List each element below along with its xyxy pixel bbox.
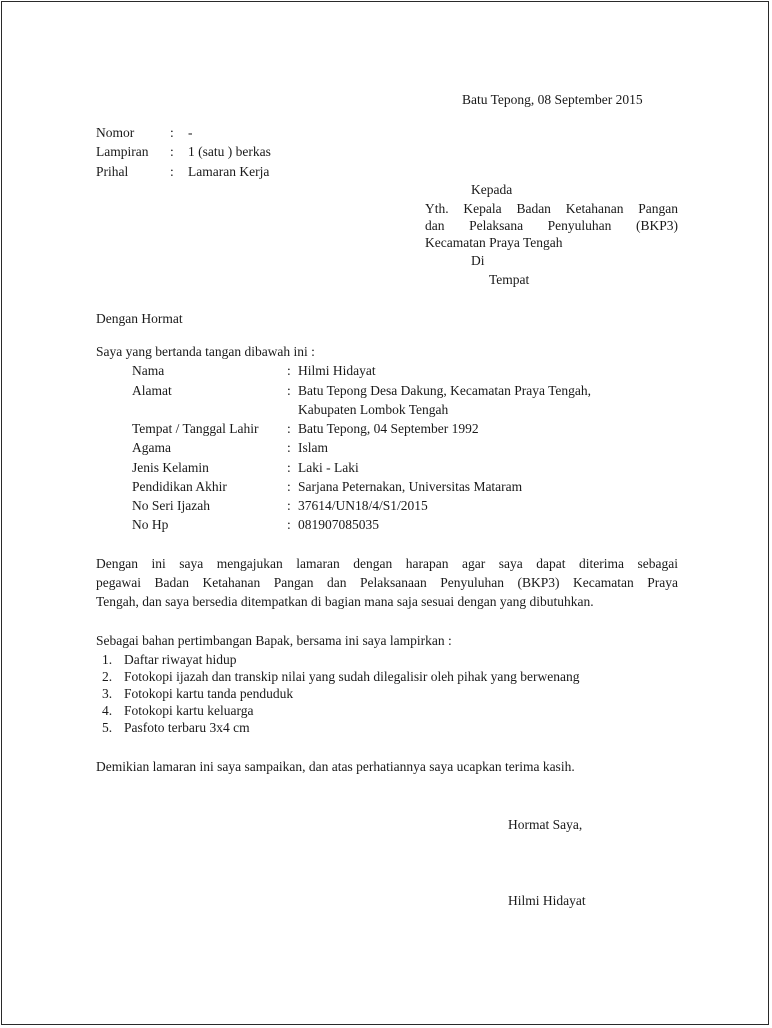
detail-label-hp: No Hp <box>132 517 169 532</box>
detail-value-nama: Hilmi Hidayat <box>298 363 376 378</box>
detail-value-alamat-cont: Kabupaten Lombok Tengah <box>298 402 449 417</box>
detail-label-alamat: Alamat <box>132 383 172 398</box>
list-item: Fotokopi ijazah dan transkip nilai yang sudah dilegalisir oleh pihak yang berwenang <box>124 669 580 684</box>
signoff: Hormat Saya, <box>508 817 583 832</box>
body-line-2: pegawai Badan Ketahanan Pangan dan Pelaksanaan Penyuluhan (BKP3) Kecamatan Praya <box>96 575 678 590</box>
detail-label-pendidikan: Pendidikan Akhir <box>132 479 227 494</box>
list-item: Fotokopi kartu tanda penduduk <box>124 686 294 701</box>
detail-colon: : <box>287 479 291 494</box>
detail-colon: : <box>287 421 291 436</box>
detail-colon: : <box>287 498 291 513</box>
detail-colon: : <box>287 440 291 455</box>
body-line-1: Dengan ini saya mengajukan lamaran dengan harapan agar saya dapat diterima sebagai <box>96 556 678 571</box>
list-item-number: 4. <box>102 703 113 718</box>
detail-value-ijazah: 37614/UN18/4/S1/2015 <box>298 498 428 513</box>
recipient-line-2: dan Pelaksana Penyuluhan (BKP3) <box>425 218 678 233</box>
detail-value-ttl: Batu Tepong, 04 September 1992 <box>298 421 479 436</box>
body-line-3: Tengah, dan saya bersedia ditempatkan di bagian mana saja sesuai dengan yang dibutuhkan. <box>96 594 594 609</box>
detail-value-jenis-kelamin: Laki - Laki <box>298 460 359 475</box>
recipient-di: Di <box>471 253 485 268</box>
closing-line: Demikian lamaran ini saya sampaikan, dan atas perhatiannya saya ucapkan terima kasih. <box>96 759 575 774</box>
detail-label-jenis-kelamin: Jenis Kelamin <box>132 460 209 475</box>
signature-name: Hilmi Hidayat <box>508 893 586 908</box>
nomor-value: - <box>188 125 193 140</box>
intro-line: Saya yang bertanda tangan dibawah ini : <box>96 344 315 359</box>
recipient-line-1: Yth. Kepala Badan Ketahanan Pangan <box>425 201 678 216</box>
greeting: Dengan Hormat <box>96 311 183 326</box>
detail-label-nama: Nama <box>132 363 165 378</box>
list-item-number: 3. <box>102 686 113 701</box>
lampiran-value: 1 (satu ) berkas <box>188 144 271 159</box>
prihal-value: Lamaran Kerja <box>188 164 270 179</box>
lampiran-colon: : <box>170 144 174 159</box>
detail-value-alamat: Batu Tepong Desa Dakung, Kecamatan Praya Tengah, <box>298 383 592 398</box>
list-item-number: 1. <box>102 652 113 667</box>
lampiran-label: Lampiran <box>96 144 149 159</box>
detail-colon: : <box>287 517 291 532</box>
detail-label-agama: Agama <box>132 440 171 455</box>
detail-colon: : <box>287 363 291 378</box>
detail-label-ijazah: No Seri Ijazah <box>132 498 210 513</box>
list-item-number: 5. <box>102 720 113 735</box>
recipient-kepada: Kepada <box>471 182 513 197</box>
list-item-number: 2. <box>102 669 113 684</box>
recipient-tempat: Tempat <box>489 272 530 287</box>
prihal-label: Prihal <box>96 164 129 179</box>
recipient-line-3: Kecamatan Praya Tengah <box>425 235 563 250</box>
detail-value-pendidikan: Sarjana Peternakan, Universitas Mataram <box>298 479 523 494</box>
list-item: Fotokopi kartu keluarga <box>124 703 254 718</box>
list-item: Daftar riwayat hidup <box>124 652 237 667</box>
letter-page <box>1 1 769 1025</box>
detail-value-hp: 081907085035 <box>298 517 379 532</box>
prihal-colon: : <box>170 164 174 179</box>
attachments-intro: Sebagai bahan pertimbangan Bapak, bersama ini saya lampirkan : <box>96 633 452 648</box>
detail-colon: : <box>287 460 291 475</box>
detail-colon: : <box>287 383 291 398</box>
detail-value-agama: Islam <box>298 440 328 455</box>
nomor-colon: : <box>170 125 174 140</box>
nomor-label: Nomor <box>96 125 135 140</box>
detail-label-ttl: Tempat / Tanggal Lahir <box>132 421 259 436</box>
letter-date: Batu Tepong, 08 September 2015 <box>462 92 643 107</box>
list-item: Pasfoto terbaru 3x4 cm <box>124 720 250 735</box>
